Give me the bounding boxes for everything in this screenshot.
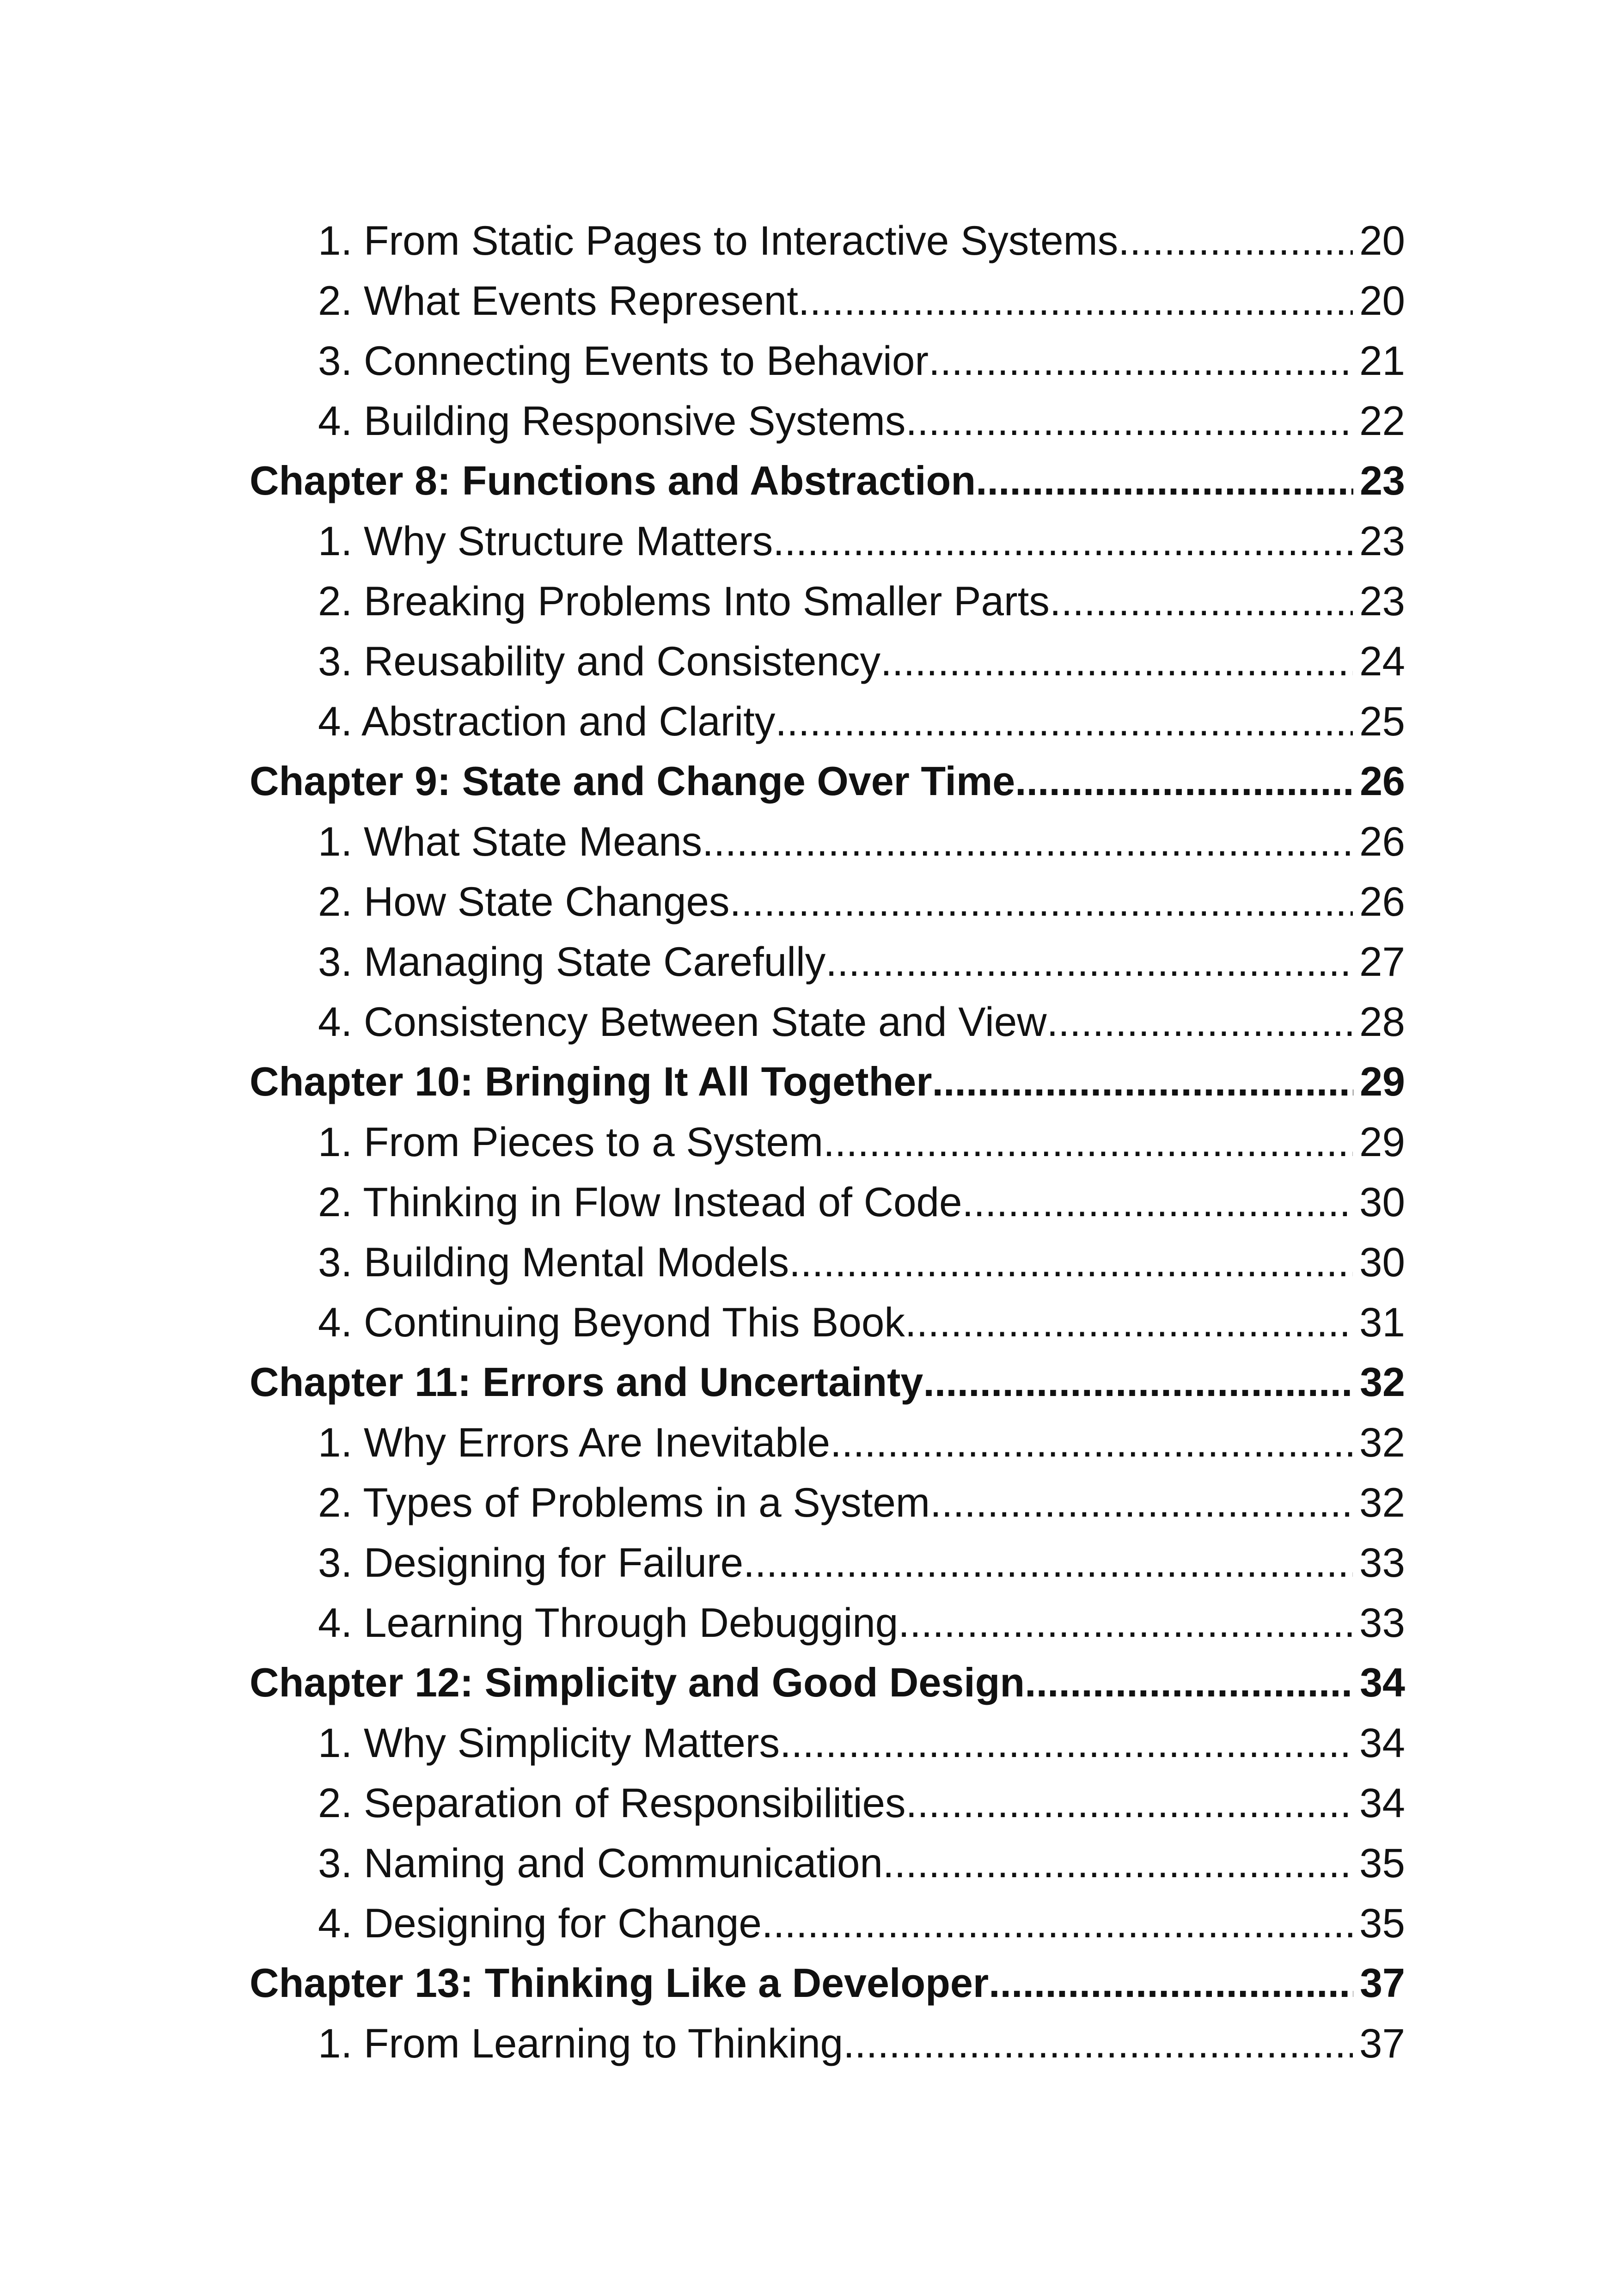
dot-leader [932,1052,1354,1112]
section-title: 2. Types of Problems in a System [318,1479,930,1525]
toc-section-entry [250,270,1405,331]
dot-leader [962,1172,1353,1232]
dot-leader [898,1592,1353,1653]
table-of-contents [250,210,1405,2073]
page-number: 22 [1359,398,1405,444]
dot-leader [1015,751,1353,811]
dot-leader [883,1833,1353,1893]
dot-leader [929,331,1353,391]
section-title: 3. Reusability and Consistency [318,638,880,684]
page-number: 29 [1360,1059,1405,1104]
toc-chapter-entry [250,1052,1405,1112]
page-number: 20 [1359,277,1405,324]
dot-leader [775,691,1353,751]
dot-leader [825,931,1353,992]
toc-section-entry [250,1532,1405,1592]
section-title: 2. Thinking in Flow Instead of Code [318,1179,962,1225]
toc-section-entry [250,1592,1405,1653]
section-title: 1. From Learning to Thinking [318,2020,844,2066]
toc-section-entry [250,2013,1405,2073]
page-number: 37 [1360,1960,1405,2006]
toc-section-entry [250,391,1405,451]
section-title: 3. Connecting Events to Behavior [318,337,929,384]
dot-leader [905,391,1353,451]
page-number: 20 [1359,217,1405,263]
page-number: 32 [1359,1479,1405,1525]
dot-leader [823,1112,1353,1172]
toc-section-entry [250,1232,1405,1292]
toc-section-entry [250,1472,1405,1532]
section-title: 1. From Static Pages to Interactive Systems [318,217,1119,263]
section-title: 1. Why Errors Are Inevitable [318,1419,830,1465]
dot-leader [780,1713,1353,1773]
page-number: 35 [1359,1900,1405,1946]
page-number: 30 [1359,1239,1405,1285]
dot-leader [702,811,1353,871]
dot-leader [976,451,1353,511]
page-number: 26 [1359,878,1405,925]
toc-section-entry [250,1833,1405,1893]
dot-leader [1025,1653,1353,1713]
toc-section-entry [250,331,1405,391]
section-title: 1. What State Means [318,818,703,864]
page-number: 34 [1360,1659,1405,1705]
page-number: 32 [1359,1419,1405,1465]
page-number: 34 [1359,1720,1405,1766]
dot-leader [1050,571,1353,631]
section-title: 2. Breaking Problems Into Smaller Parts [318,578,1050,624]
toc-section-entry [250,631,1405,691]
dot-leader [1047,992,1353,1052]
section-title: 4. Building Responsive Systems [318,398,906,444]
toc-chapter-entry [250,1352,1405,1412]
toc-section-entry [250,1412,1405,1472]
section-title: 3. Building Mental Models [318,1239,789,1285]
page-number: 26 [1360,758,1405,804]
toc-section-entry [250,1893,1405,1953]
dot-leader [798,270,1353,331]
section-title: 4. Continuing Beyond This Book [318,1299,905,1345]
page-number: 34 [1359,1780,1405,1826]
page-number: 33 [1359,1539,1405,1586]
section-title: 4. Learning Through Debugging [318,1599,899,1646]
dot-leader [930,1472,1353,1532]
toc-section-entry [250,210,1405,270]
toc-section-entry [250,871,1405,931]
section-title: 2. Separation of Responsibilities [318,1780,906,1826]
page-number: 28 [1359,998,1405,1045]
toc-chapter-entry [250,451,1405,511]
page-number: 30 [1359,1179,1405,1225]
page-number: 21 [1359,337,1405,384]
section-title: 3. Managing State Carefully [318,938,826,985]
dot-leader [762,1893,1353,1953]
dot-leader [743,1532,1353,1592]
toc-section-entry [250,571,1405,631]
page-number: 29 [1359,1119,1405,1165]
toc-section-entry [250,691,1405,751]
toc-chapter-entry [250,1953,1405,2013]
toc-section-entry [250,1773,1405,1833]
toc-section-entry [250,1112,1405,1172]
chapter-title: Chapter 9: State and Change Over Time [250,758,1015,804]
toc-chapter-entry [250,751,1405,811]
page-number: 32 [1360,1359,1405,1405]
page-number: 23 [1360,458,1405,503]
chapter-title: Chapter 8: Functions and Abstraction [250,458,976,503]
section-title: 1. From Pieces to a System [318,1119,824,1165]
dot-leader [830,1412,1353,1472]
section-title: 1. Why Structure Matters [318,518,773,564]
section-title: 2. What Events Represent [318,277,798,324]
dot-leader [905,1292,1353,1352]
chapter-title: Chapter 11: Errors and Uncertainty [250,1359,923,1405]
toc-section-entry [250,1172,1405,1232]
toc-section-entry [250,1292,1405,1352]
section-title: 4. Consistency Between State and View [318,998,1047,1045]
page-number: 23 [1359,578,1405,624]
page-number: 24 [1359,638,1405,684]
section-title: 4. Abstraction and Clarity [318,698,776,744]
section-title: 3. Naming and Communication [318,1840,883,1886]
page-number: 35 [1359,1840,1405,1886]
chapter-title: Chapter 13: Thinking Like a Developer [250,1960,989,2006]
dot-leader [880,631,1353,691]
page-number: 27 [1359,938,1405,985]
section-title: 4. Designing for Change [318,1900,762,1946]
dot-leader [773,511,1353,571]
toc-chapter-entry [250,1653,1405,1713]
toc-section-entry [250,931,1405,992]
section-title: 3. Designing for Failure [318,1539,744,1586]
page-number: 26 [1359,818,1405,864]
page-number: 37 [1359,2020,1405,2066]
page-number: 25 [1359,698,1405,744]
dot-leader [789,1232,1353,1292]
section-title: 2. How State Changes [318,878,730,925]
dot-leader [923,1352,1353,1412]
page-number: 31 [1359,1299,1405,1345]
toc-section-entry [250,511,1405,571]
dot-leader [905,1773,1353,1833]
toc-section-entry [250,1713,1405,1773]
toc-section-entry [250,992,1405,1052]
toc-section-entry [250,811,1405,871]
dot-leader [989,1953,1353,2013]
dot-leader [730,871,1353,931]
dot-leader [1118,210,1353,270]
page-number: 33 [1359,1599,1405,1646]
dot-leader [843,2013,1353,2073]
page-number: 23 [1359,518,1405,564]
chapter-title: Chapter 10: Bringing It All Together [250,1059,932,1104]
chapter-title: Chapter 12: Simplicity and Good Design [250,1659,1025,1705]
section-title: 1. Why Simplicity Matters [318,1720,780,1766]
